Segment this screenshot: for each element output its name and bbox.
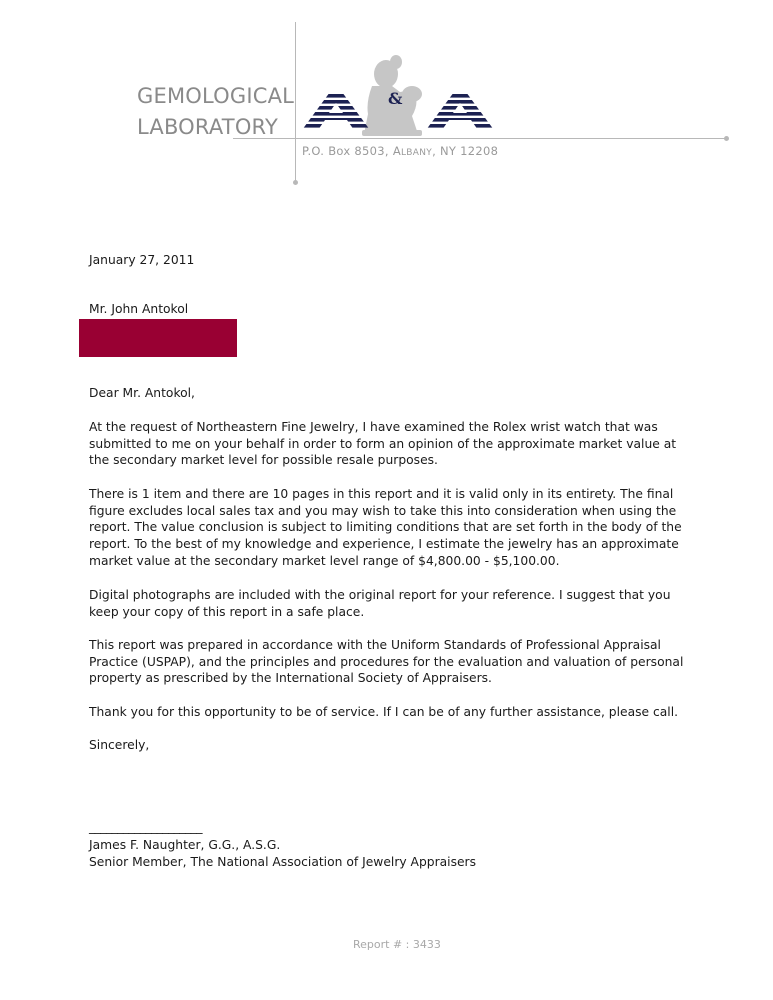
paragraph-line: figure excludes local sales tax and you may wish to take this into consideration when using the <box>89 503 677 518</box>
paragraph-line: submitted to me on your behalf in order to form an opinion of the approximate market value at <box>89 436 677 451</box>
recipient-name: Mr. John Antokol <box>89 302 189 316</box>
closing: Sincerely, <box>89 738 150 752</box>
body-paragraph-5 <box>89 704 709 721</box>
address-po: P.O. Box 8503, <box>302 144 393 158</box>
paragraph-line: property as prescribed by the International Society of Appraisers. <box>89 671 492 686</box>
paragraph-line: Thank you for this opportunity to be of service. If I can be of any further assistance, please call. <box>89 705 679 719</box>
lab-name-line2: LABORATORY <box>137 115 279 139</box>
address-city-cap: A <box>392 144 401 158</box>
paragraph-line: At the request of Northeastern Fine Jewelry, I have examined the Rolex wrist watch that was <box>89 420 658 434</box>
salutation: Dear Mr. Antokol, <box>89 386 195 400</box>
logo-ampersand: & <box>388 89 403 108</box>
address-state-zip: , NY 12208 <box>432 144 499 158</box>
signer-name: James F. Naughter, G.G., A.S.G. <box>89 838 281 852</box>
body-paragraph-1 <box>89 419 701 469</box>
body-paragraph-2 <box>89 486 701 570</box>
header-horizontal-rule <box>233 138 727 139</box>
paragraph-line: market value at the secondary market level range of $4,800.00 - $5,100.00. <box>89 553 560 568</box>
paragraph-line: report. The value conclusion is subject to limiting conditions that are set forth in the body of the <box>89 520 682 535</box>
lab-name <box>137 81 294 143</box>
report-number: Report # : 3433 <box>353 938 441 951</box>
signer-title: Senior Member, The National Association of Jewelry Appraisers <box>89 855 477 869</box>
header-horizontal-rule-end <box>724 136 729 141</box>
paragraph-line: Digital photographs are included with the original report for your reference. I suggest that you <box>89 588 671 602</box>
lab-name-line1: GEMOLOGICAL <box>137 84 295 108</box>
body-paragraph-4 <box>89 637 701 687</box>
company-logo <box>300 52 500 138</box>
logo-letter-a-right <box>426 92 494 130</box>
redacted-address-block <box>79 319 237 357</box>
paragraph-line: Practice (USPAP), and the principles and procedures for the evaluation and valuation of personal <box>89 654 684 669</box>
paragraph-line: report. To the best of my knowledge and experience, I estimate the jewelry has an approximate <box>89 537 679 552</box>
letter-date: January 27, 2011 <box>89 253 195 267</box>
logo-letter-a-left <box>302 92 370 130</box>
paragraph-line: the secondary market level for possible resale purposes. <box>89 453 438 468</box>
address-city-rest: LBANY <box>400 148 433 158</box>
paragraph-line: This report was prepared in accordance with the Uniform Standards of Professional Appraisal <box>89 638 661 652</box>
body-paragraph-3 <box>89 587 701 620</box>
header-vertical-rule <box>295 22 296 182</box>
paragraph-line: There is 1 item and there are 10 pages in this report and it is valid only in its entirety. The final <box>89 487 674 501</box>
paragraph-line: keep your copy of this report in a safe place. <box>89 604 365 619</box>
signature-line: ____________________ <box>89 820 202 834</box>
header-vertical-rule-end <box>293 180 298 185</box>
lab-address <box>302 144 498 158</box>
